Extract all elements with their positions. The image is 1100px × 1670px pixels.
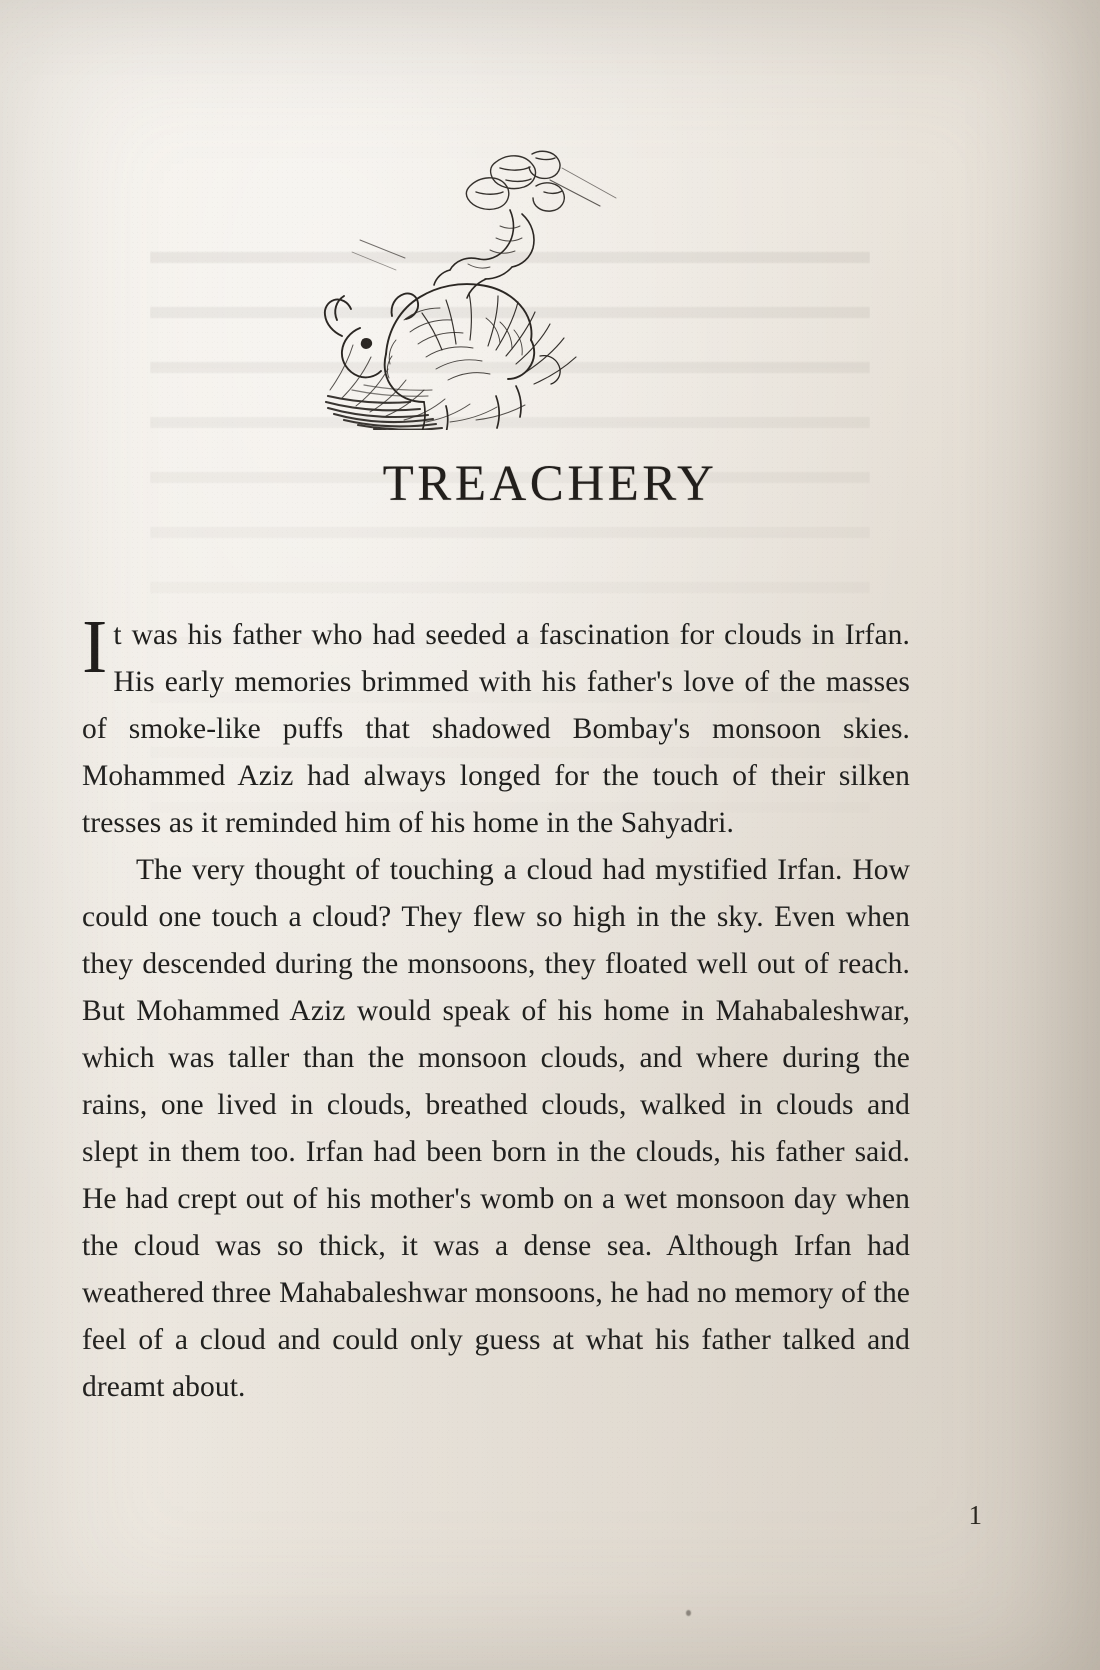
paragraph-1-text: t was his father who had seeded a fascination for clouds in Irfan. His early memories brimmed with his father's love of the masses of smoke-like puffs that shadowed Bombay's monsoon skies. Mohammed Aziz had always longed for the touch of their silken tresses as it reminded him of his home in the Sahyadri. [82,619,910,839]
body-text [82,605,910,1411]
paragraph-1 [82,605,910,847]
drop-cap: I [82,605,108,689]
paragraph-2: The very thought of touching a cloud had mystified Irfan. How could one touch a cloud? They flew so high in the sky. Even when they descended during the monsoons, they floated well out of reach. But Mohammed Aziz would speak of his home in Mahabaleshwar, which was taller than the monsoon clouds, and where during the rains, one lived in clouds, breathed clouds, walked in clouds and slept in them too. Irfan had been born in the clouds, his father said. He had crept out of his mother's womb on a wet monsoon day when the cloud was so thick, it was a dense sea. Although Irfan had weathered three Mahabaleshwar monsoons, he had no memory of the feel of a cloud and could only guess at what his father talked and dreamt about. [82,854,910,1403]
chapter-illustration [300,140,660,430]
ink-fleck [686,1610,691,1616]
chapter-title: TREACHERY [382,456,718,512]
page-number: 1 [968,1500,982,1530]
